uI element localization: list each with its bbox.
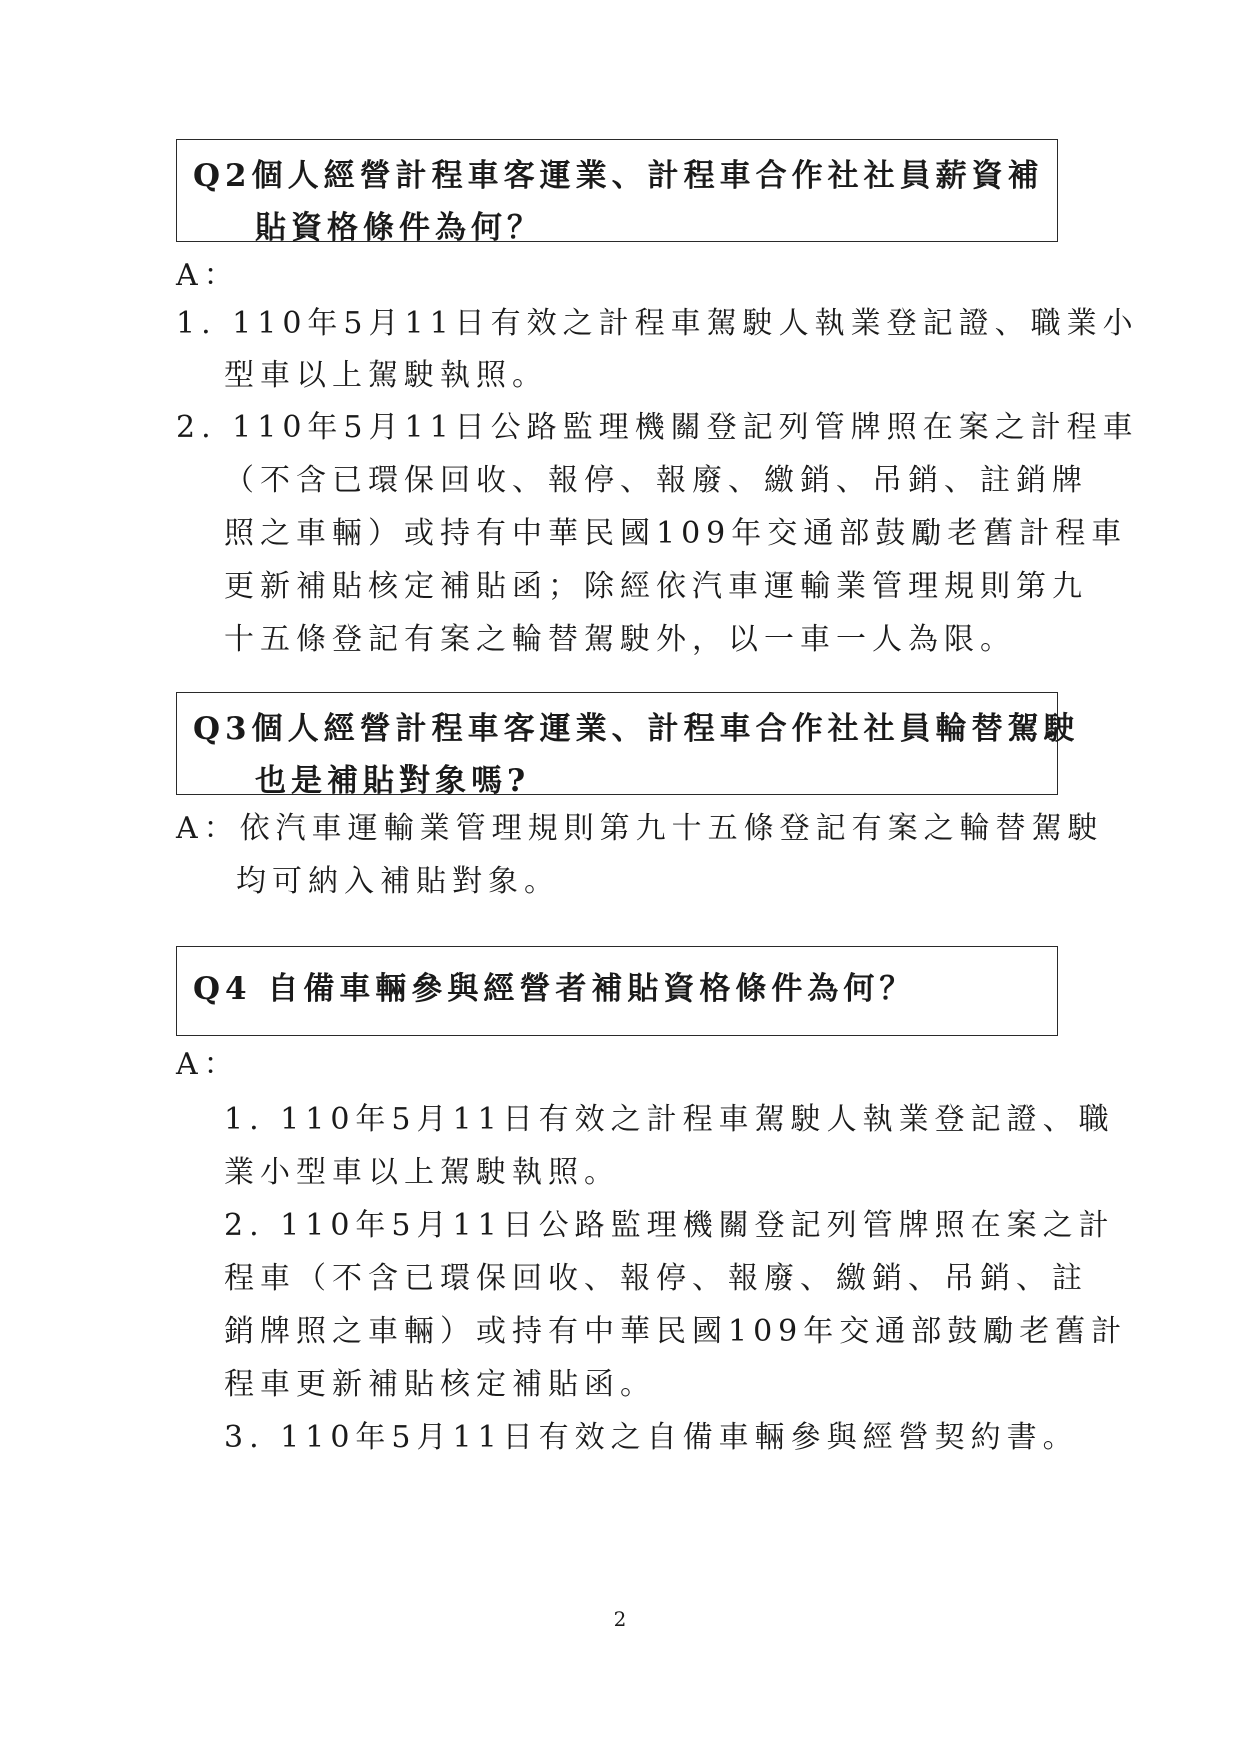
q3-question-box	[176, 692, 1080, 799]
q4-item-1-line-2: 業小型車以上駕駛執照。	[224, 1155, 620, 1190]
q2-answer-label: A：	[176, 258, 240, 293]
q4-item-2-line-1: 2. 110年5月11日公路監理機關登記列管牌照在案之計	[224, 1208, 1115, 1243]
q4-item-3-line-1: 3. 110年5月11日有效之自備車輛參與經營契約書。	[224, 1420, 1079, 1455]
q2-title-line-2: 貼資格條件為何？	[255, 210, 543, 246]
q2-question-box	[176, 139, 1058, 246]
q2-item-2-line-4: 更新補貼核定補貼函；除經依汽車運輸業管理規則第九	[224, 569, 1088, 604]
q2-item-2-line-5: 十五條登記有案之輪替駕駛外，以一車一人為限。	[224, 622, 1016, 657]
q4-item-2-line-3: 銷牌照之車輛）或持有中華民國109年交通部鼓勵老舊計	[224, 1314, 1128, 1349]
q2-item-1-line-1: 1. 110年5月11日有效之計程車駕駛人執業登記證、職業小	[176, 306, 1139, 341]
q4-title-line-1: Q4 自備車輛參與經營者補貼資格條件為何？	[193, 971, 916, 1007]
q4-item-1-line-1: 1. 110年5月11日有效之計程車駕駛人執業登記證、職	[224, 1102, 1115, 1137]
q3-answer-line-2: 均可納入補貼對象。	[236, 864, 560, 899]
q2-title-line-1: Q2個人經營計程車客運業、計程車合作社社員薪資補	[193, 158, 1044, 194]
q4-item-2-line-4: 程車更新補貼核定補貼函。	[224, 1367, 656, 1402]
q2-item-2-line-1: 2. 110年5月11日公路監理機關登記列管牌照在案之計程車	[176, 410, 1139, 445]
q3-answer-line-1: A：依汽車運輸業管理規則第九十五條登記有案之輪替駕駛	[176, 811, 1104, 846]
q2-item-2-line-2: （不含已環保回收、報停、報廢、繳銷、吊銷、註銷牌	[224, 463, 1088, 498]
q4-question-box	[176, 946, 1058, 1036]
q3-title-line-2: 也是補貼對象嗎?	[255, 763, 531, 799]
q2-item-2-line-3: 照之車輛）或持有中華民國109年交通部鼓勵老舊計程車	[224, 516, 1128, 551]
q2-item-1-line-2: 型車以上駕駛執照。	[224, 358, 548, 393]
q4-answer-label: A：	[176, 1047, 240, 1082]
q3-title-line-1: Q3個人經營計程車客運業、計程車合作社社員輪替駕駛	[193, 711, 1080, 747]
q4-item-2-line-2: 程車（不含已環保回收、報停、報廢、繳銷、吊銷、註	[224, 1261, 1088, 1296]
page-number: 2	[613, 1607, 627, 1631]
